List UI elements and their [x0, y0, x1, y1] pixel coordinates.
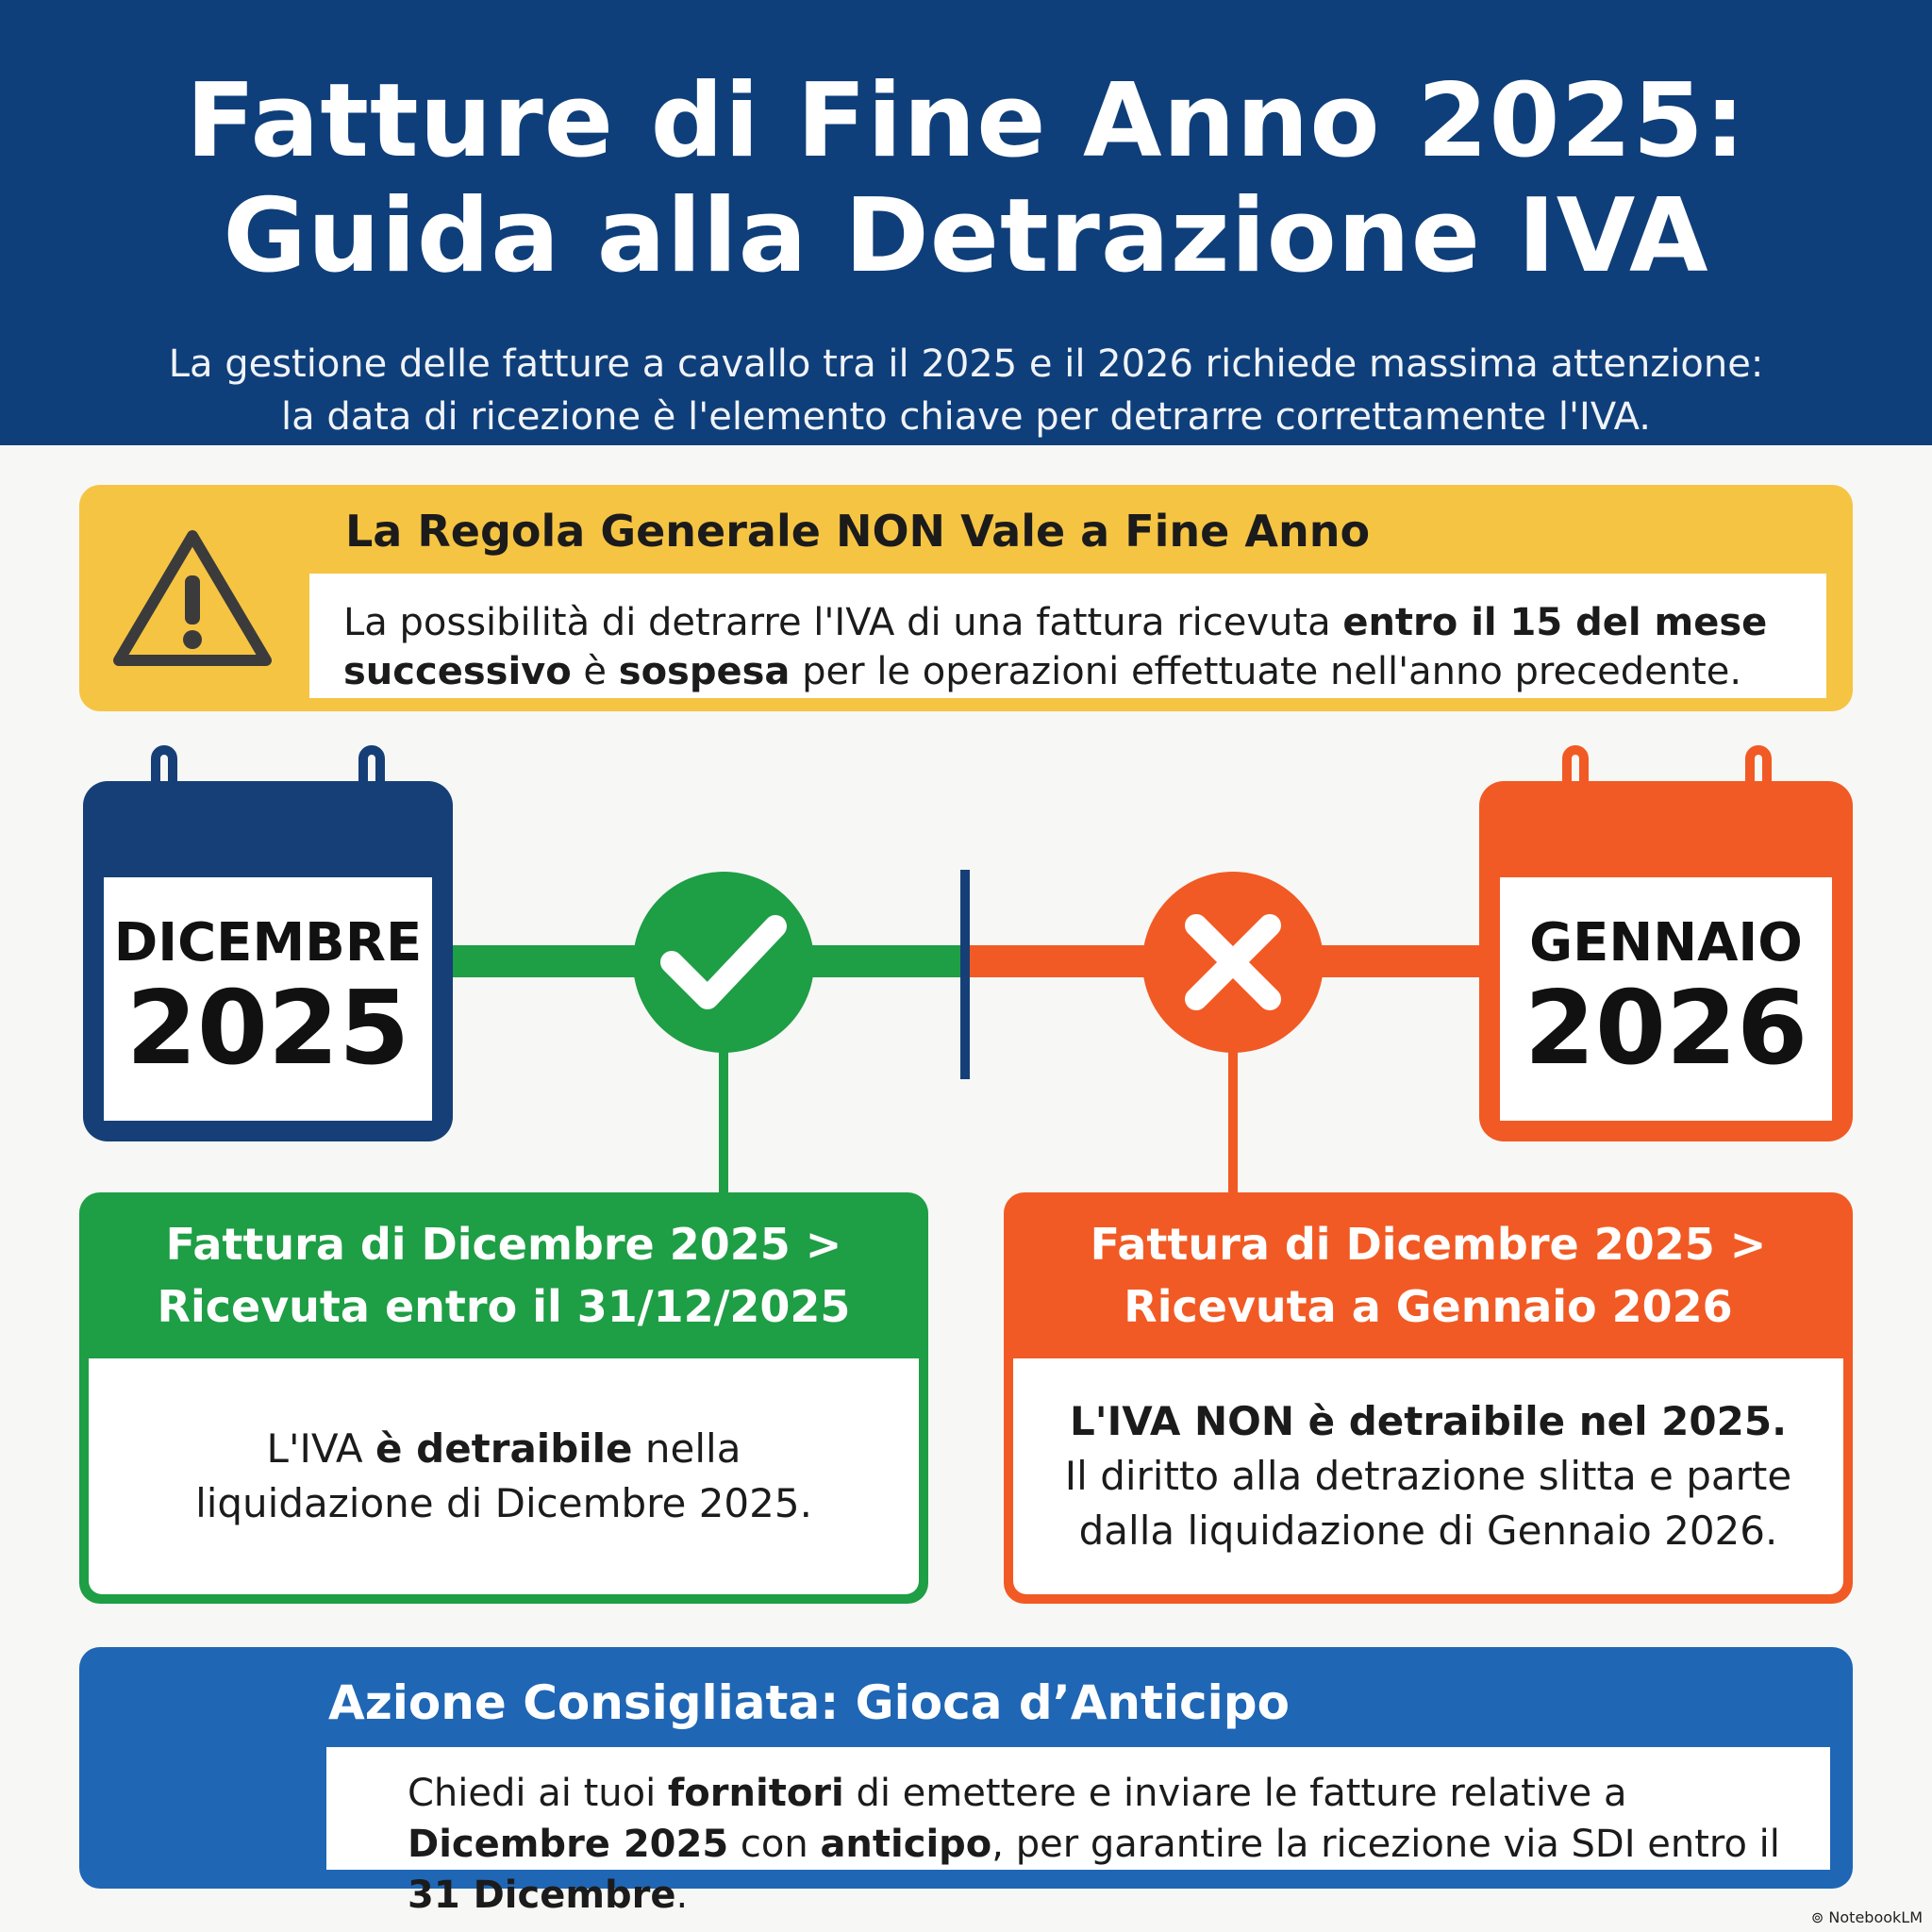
warning-text-part: La possibilità di detrarre l'IVA di una fattura ricevuta — [343, 601, 1343, 644]
action-text-part: Chiedi ai tuoi — [408, 1772, 668, 1815]
deductible-card — [79, 1192, 928, 1604]
green-drop-line — [719, 1047, 728, 1196]
green-connector-right — [811, 945, 962, 977]
calendar-month: DICEMBRE — [113, 912, 423, 974]
title-line-1: Fatture di Fine Anno 2025: — [186, 62, 1746, 180]
text-line — [267, 1422, 741, 1476]
calendar-ring — [358, 745, 385, 823]
heading-line: Ricevuta entro il 31/12/2025 — [157, 1281, 851, 1332]
text-bold: L'IVA NON è detraibile nel 2025. — [1069, 1398, 1788, 1444]
calendar-ring — [1562, 745, 1589, 823]
action-text-part: . — [675, 1874, 689, 1917]
text-part: L'IVA — [266, 1425, 376, 1472]
notebook-icon: ⊚ — [1810, 1908, 1829, 1926]
warning-text-part: è — [571, 650, 619, 693]
text-line: Il diritto alla detrazione slitta e parte — [1064, 1453, 1792, 1499]
action-text-part: di emettere e inviare le fatture relative a — [843, 1772, 1627, 1815]
not-deductible-card — [1004, 1192, 1853, 1604]
cross-icon — [1142, 872, 1324, 1053]
calendar-january-2026 — [1479, 745, 1853, 1141]
warning-title: La Regola Generale NON Vale a Fine Anno — [345, 506, 1371, 557]
text-line — [1070, 1394, 1787, 1449]
warning-text-bold: sospesa — [618, 650, 791, 693]
text-bold: è detraibile — [375, 1425, 633, 1472]
subtitle-line-1: La gestione delle fatture a cavallo tra il 2025 e il 2026 richiede massima attenzione: — [168, 342, 1764, 386]
brand-label — [1811, 1908, 1923, 1926]
year-divider — [960, 870, 970, 1079]
action-text-bold: fornitori — [667, 1772, 844, 1815]
calendar-year: 2025 — [125, 970, 410, 1088]
text-line: liquidazione di Dicembre 2025. — [195, 1480, 812, 1526]
heading-line: Ricevuta a Gennaio 2026 — [1124, 1281, 1733, 1332]
orange-connector-right — [1321, 945, 1487, 977]
calendar-ring — [1745, 745, 1772, 823]
orange-connector-left — [966, 945, 1155, 977]
recommended-action-card — [79, 1647, 1853, 1917]
title-line-2: Guida alla Detrazione IVA — [223, 177, 1709, 295]
text-part: nella — [632, 1425, 741, 1472]
deductible-card-text — [89, 1358, 919, 1594]
heading-line: Fattura di Dicembre 2025 > — [1090, 1219, 1767, 1270]
not-deductible-card-text — [1013, 1358, 1843, 1594]
heading-line: Fattura di Dicembre 2025 > — [165, 1219, 842, 1270]
action-text-bold: anticipo — [820, 1823, 992, 1866]
calendar-month: GENNAIO — [1529, 912, 1803, 974]
action-text-bold: Dicembre 2025 — [408, 1823, 729, 1866]
calendar-december-2025 — [83, 745, 453, 1141]
action-text-part: con — [728, 1823, 821, 1866]
action-text-bold: 31 Dicembre — [408, 1874, 676, 1917]
calendar-year: 2026 — [1524, 970, 1808, 1088]
warning-text-bold: entro il 15 del mese successivo — [343, 601, 1768, 693]
action-text — [326, 1747, 1830, 1917]
checkmark-icon — [633, 872, 814, 1053]
action-text-part: , per garantire la ricezione via SDI entro il — [991, 1823, 1780, 1866]
action-title: Azione Consigliata: Gioca d’Anticipo — [328, 1675, 1290, 1730]
calendar-ring — [151, 745, 177, 823]
calendar-face — [1500, 877, 1832, 1121]
text-line: dalla liquidazione di Gennaio 2026. — [1078, 1507, 1778, 1554]
green-connector-left — [443, 945, 641, 977]
warning-text-part: per le operazioni effettuate nell'anno precedente. — [790, 650, 1742, 693]
deductible-card-heading — [79, 1213, 928, 1338]
subtitle-line-2: la data di ricezione è l'elemento chiave per detrarre correttamente l'IVA. — [280, 395, 1652, 439]
calendar-face — [104, 877, 432, 1121]
orange-drop-line — [1228, 1047, 1238, 1196]
brand-text: NotebookLM — [1828, 1908, 1923, 1926]
not-deductible-card-heading — [1004, 1213, 1853, 1338]
